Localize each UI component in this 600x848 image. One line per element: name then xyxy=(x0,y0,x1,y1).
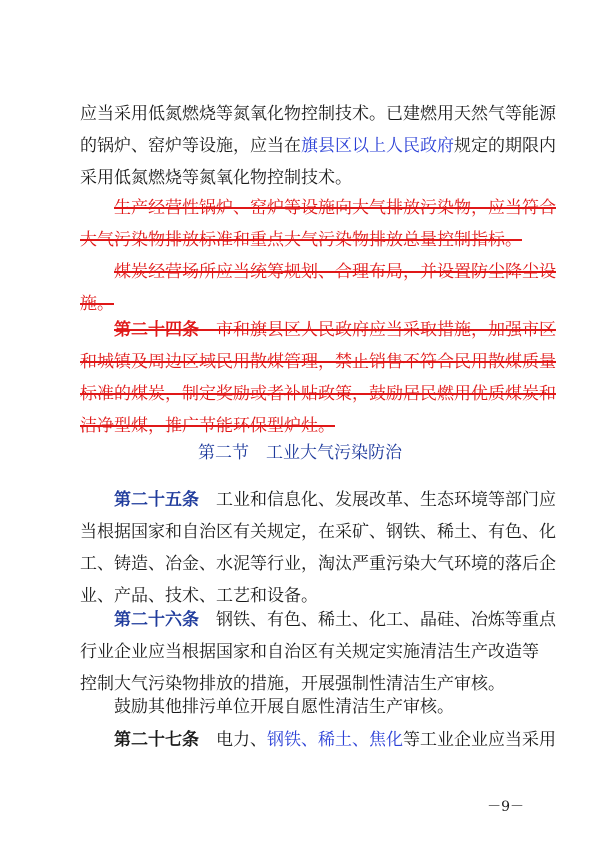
deleted-text-line: 施。 xyxy=(80,294,114,314)
deleted-text-line: 标准的煤炭，制定奖励或者补贴政策，鼓励居民燃用优质煤炭和 xyxy=(80,384,556,404)
deleted-article-24 xyxy=(80,314,556,442)
deleted-text-line: 生产经营性锅炉、窑炉等设施向大气排放污染物，应当符合 xyxy=(114,198,556,218)
deleted-paragraph-coal-site xyxy=(80,256,556,320)
inserted-text: 钢铁、稀土、焦化 xyxy=(267,730,403,750)
inserted-text: 旗县区以上人民政府 xyxy=(301,136,454,156)
text-line: 采用低氮燃烧等氮氧化物控制技术。 xyxy=(80,168,352,188)
article-number: 第二十四条 xyxy=(114,320,199,340)
text-line: 工、铸造、冶金、水泥等行业，淘汰严重污染大气环境的落后企 xyxy=(80,554,556,574)
deleted-text-line: 洁净型煤，推广节能环保型炉灶。 xyxy=(80,416,335,436)
text-line: 第二十六条 钢铁、有色、稀土、化工、晶硅、冶炼等重点 xyxy=(114,610,556,630)
text-line: 的锅炉、窑炉等设施，应当在旗县区以上人民政府规定的期限内 xyxy=(80,136,556,156)
text-line: 第二十七条 电力、钢铁、稀土、焦化等工业企业应当采用 xyxy=(114,730,556,750)
deleted-text-line: 大气污染物排放标准和重点大气污染物排放总量控制指标。 xyxy=(80,230,522,250)
article-number: 第二十五条 xyxy=(114,490,199,510)
article-26 xyxy=(80,604,556,700)
text-line: 鼓励其他排污单位开展自愿性清洁生产审核。 xyxy=(114,697,454,717)
text-line: 控制大气污染物排放的措施，开展强制性清洁生产审核。 xyxy=(80,674,505,694)
article-number: 第二十七条 xyxy=(114,730,199,750)
text-line: 应当采用低氮燃烧等氮氧化物控制技术。已建燃用天然气等能源 xyxy=(80,104,556,124)
section-heading: 第二节 工业大气污染防治 xyxy=(198,443,402,463)
text-line: 第二十五条 工业和信息化、发展改革、生态环境等部门应 xyxy=(114,490,556,510)
paragraph-encourage xyxy=(80,691,528,723)
deleted-text-line: 煤炭经营场所应当统筹规划、合理布局，并设置防尘降尘设 xyxy=(114,262,556,282)
article-number: 第二十六条 xyxy=(114,610,199,630)
article-27 xyxy=(80,724,556,756)
deleted-text-line: 和城镇及周边区域民用散煤管理，禁止销售不符合民用散煤质量 xyxy=(80,352,556,372)
page-number: －9－ xyxy=(487,799,524,815)
text-line: 当根据国家和自治区有关规定，在采矿、钢铁、稀土、有色、化 xyxy=(80,522,556,542)
paragraph-low-nitrogen xyxy=(80,98,556,194)
deleted-paragraph-boiler xyxy=(80,192,556,256)
article-25 xyxy=(80,484,556,612)
text-line: 业、产品、技术、工艺和设备。 xyxy=(80,586,318,606)
deleted-text-line: 第二十四条 市和旗县区人民政府应当采取措施，加强市区 xyxy=(114,320,556,340)
text-line: 行业企业应当根据国家和自治区有关规定实施清洁生产改造等 xyxy=(80,642,539,662)
